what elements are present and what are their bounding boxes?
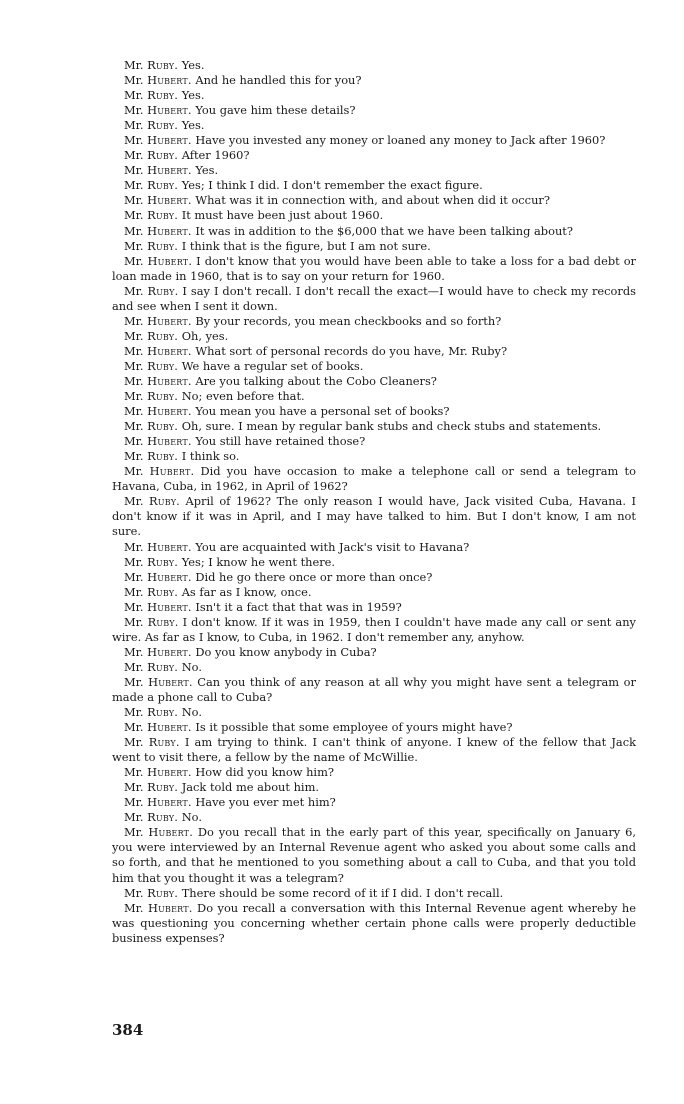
speaker-name: Hubert.: [147, 795, 192, 810]
testimony-line: [112, 329, 636, 344]
testimony-line: [112, 389, 636, 404]
testimony-line: [112, 494, 636, 539]
speaker-name: Hubert.: [147, 193, 192, 208]
testimony-line: [112, 88, 636, 103]
testimony-line: [112, 178, 636, 193]
speaker-title: Mr.: [124, 358, 144, 373]
speaker-name: Hubert.: [148, 825, 194, 840]
spoken-text: It was in addition to the $6,000 that we have been talking about?: [191, 223, 573, 238]
testimony-line: [112, 780, 636, 795]
speaker-name: Ruby.: [147, 780, 179, 795]
speaker-name: Ruby.: [147, 208, 179, 223]
speaker-title: Mr.: [124, 58, 144, 72]
speaker-name: Hubert.: [147, 900, 193, 915]
testimony-line: [112, 58, 636, 73]
speaker-title: Mr.: [124, 825, 144, 840]
speaker-title: Mr.: [124, 148, 144, 163]
speaker-title: Mr.: [124, 569, 144, 584]
testimony-line: [112, 133, 636, 148]
speaker-title: Mr.: [124, 373, 144, 388]
speaker-title: Mr.: [124, 208, 144, 223]
testimony-line: [112, 660, 636, 675]
spoken-text: What was it in connection with, and about when did it occur?: [191, 193, 550, 208]
speaker-name: Hubert.: [147, 404, 192, 419]
spoken-text: No; even before that.: [178, 389, 305, 404]
speaker-title: Mr.: [124, 419, 144, 434]
spoken-text: Jack told me about him.: [178, 780, 319, 795]
speaker-name: Hubert.: [147, 720, 192, 735]
speaker-title: Mr.: [124, 404, 144, 419]
speaker-title: Mr.: [124, 73, 144, 88]
spoken-text: And he handled this for you?: [191, 73, 362, 88]
speaker-name: Hubert.: [147, 644, 192, 659]
spoken-text: Yes.: [178, 118, 205, 133]
testimony-line: [112, 434, 636, 449]
speaker-title: Mr.: [124, 464, 144, 479]
testimony-line: [112, 374, 636, 389]
spoken-text: No.: [178, 659, 202, 674]
testimony-line: [112, 254, 636, 284]
speaker-name: Ruby.: [147, 614, 179, 629]
speaker-name: Ruby.: [147, 810, 179, 825]
testimony-line: [112, 239, 636, 254]
testimony-line: [112, 735, 636, 765]
spoken-text: You gave him these details?: [191, 103, 356, 118]
spoken-text: Do you recall that in the early part of this year, specifically on January 6, you were interviewed by an Internal Revenue agent who asked you about some calls and so forth, and that he mentioned to you something about a call to Cuba, and that you told him that you thought it was a telegram?: [112, 825, 636, 885]
testimony-line: [112, 103, 636, 118]
speaker-title: Mr.: [124, 795, 144, 810]
testimony-line: [112, 419, 636, 434]
spoken-text: Yes; I know he went there.: [178, 554, 336, 569]
spoken-text: I don't know. If it was in 1959, then I couldn't have made any call or sent any wire. As far as I know, to Cuba, in 1962. I don't remember any, anyhow.: [112, 614, 636, 644]
spoken-text: You mean you have a personal set of books?: [191, 404, 450, 419]
speaker-name: Ruby.: [147, 584, 179, 599]
spoken-text: How did you know him?: [191, 765, 334, 780]
speaker-name: Ruby.: [147, 328, 179, 343]
spoken-text: Yes.: [178, 88, 205, 103]
spoken-text: April of 1962? The only reason I would have, Jack visited Cuba, Havana. I don't know if it was in April, and I may have talked to him. But I don't know, I am not sure.: [112, 494, 637, 539]
speaker-title: Mr.: [124, 103, 144, 118]
speaker-title: Mr.: [124, 223, 144, 238]
speaker-title: Mr.: [124, 328, 144, 343]
speaker-title: Mr.: [124, 118, 144, 133]
speaker-name: Ruby.: [147, 705, 179, 720]
speaker-title: Mr.: [124, 674, 144, 689]
speaker-title: Mr.: [124, 780, 144, 795]
spoken-text: What sort of personal records do you have, Mr. Ruby?: [191, 343, 508, 358]
speaker-name: Ruby.: [147, 283, 179, 298]
spoken-text: I think that is the figure, but I am not sure.: [178, 238, 431, 253]
spoken-text: Did you have occasion to make a telephone call or send a telegram to Havana, Cuba, in 1962, in April of 1962?: [112, 464, 636, 494]
speaker-title: Mr.: [124, 178, 144, 193]
speaker-name: Hubert.: [147, 765, 192, 780]
speaker-name: Hubert.: [149, 464, 195, 479]
spoken-text: After 1960?: [178, 148, 250, 163]
speaker-title: Mr.: [124, 885, 144, 900]
speaker-title: Mr.: [124, 193, 144, 208]
testimony-line: [112, 449, 636, 464]
speaker-name: Hubert.: [148, 674, 193, 689]
spoken-text: You still have retained those?: [191, 434, 366, 449]
spoken-text: Do you recall a conversation with this Internal Revenue agent whereby he was questioning you concerning whether certain phone calls were properly deductible business expenses?: [112, 900, 636, 945]
speaker-title: Mr.: [124, 389, 144, 404]
speaker-title: Mr.: [124, 599, 144, 614]
testimony-line: [112, 359, 636, 374]
testimony-line: [112, 73, 636, 88]
spoken-text: Are you talking about the Cobo Cleaners?: [191, 373, 437, 388]
speaker-name: Ruby.: [147, 238, 179, 253]
page-number: 384: [112, 1021, 144, 1039]
testimony-line: [112, 615, 636, 645]
speaker-name: Hubert.: [147, 569, 192, 584]
spoken-text: I think so.: [178, 449, 240, 464]
speaker-name: Ruby.: [149, 494, 180, 509]
testimony-line: [112, 705, 636, 720]
spoken-text: Have you ever met him?: [191, 795, 336, 810]
testimony-line: [112, 600, 636, 615]
speaker-title: Mr.: [124, 705, 144, 720]
spoken-text: Do you know anybody in Cuba?: [191, 644, 377, 659]
testimony-line: [112, 720, 636, 735]
testimony-line: [112, 148, 636, 163]
speaker-name: Ruby.: [147, 885, 179, 900]
testimony-line: [112, 193, 636, 208]
spoken-text: Yes; I think I did. I don't remember the exact figure.: [178, 178, 483, 193]
speaker-name: Ruby.: [147, 178, 179, 193]
testimony-line: [112, 645, 636, 660]
testimony-line: [112, 224, 636, 239]
testimony-line: [112, 585, 636, 600]
speaker-title: Mr.: [124, 659, 144, 674]
speaker-name: Hubert.: [147, 253, 193, 268]
testimony-transcript: [112, 58, 636, 946]
testimony-line: [112, 570, 636, 585]
speaker-title: Mr.: [124, 494, 144, 509]
testimony-line: [112, 284, 636, 314]
spoken-text: Yes.: [178, 58, 205, 72]
speaker-name: Ruby.: [147, 389, 179, 404]
testimony-line: [112, 464, 636, 494]
spoken-text: You are acquainted with Jack's visit to Havana?: [191, 539, 470, 554]
spoken-text: Have you invested any money or loaned any money to Jack after 1960?: [191, 133, 606, 148]
spoken-text: Is it possible that some employee of yours might have?: [191, 720, 513, 735]
spoken-text: As far as I know, once.: [178, 584, 312, 599]
speaker-name: Ruby.: [148, 735, 180, 750]
spoken-text: I am trying to think. I can't think of anyone. I knew of the fellow that Jack went to visit there, a fellow by the name of McWillie.: [112, 735, 637, 765]
spoken-text: I say I don't recall. I don't recall the exact—I would have to check my records and see when I sent it down.: [112, 283, 636, 313]
speaker-name: Hubert.: [147, 373, 192, 388]
speaker-title: Mr.: [124, 133, 144, 148]
speaker-name: Ruby.: [147, 148, 179, 163]
testimony-line: [112, 540, 636, 555]
testimony-line: [112, 555, 636, 570]
speaker-title: Mr.: [124, 644, 144, 659]
speaker-title: Mr.: [124, 313, 144, 328]
testimony-line: [112, 810, 636, 825]
speaker-name: Ruby.: [147, 358, 179, 373]
testimony-line: [112, 886, 636, 901]
testimony-line: [112, 795, 636, 810]
speaker-title: Mr.: [124, 343, 144, 358]
spoken-text: There should be some record of it if I did. I don't recall.: [178, 885, 504, 900]
speaker-name: Ruby.: [147, 58, 179, 72]
speaker-name: Hubert.: [147, 103, 192, 118]
testimony-line: [112, 163, 636, 178]
speaker-title: Mr.: [124, 765, 144, 780]
spoken-text: Oh, yes.: [178, 328, 229, 343]
speaker-name: Hubert.: [147, 163, 192, 178]
speaker-title: Mr.: [124, 434, 144, 449]
speaker-name: Hubert.: [147, 434, 192, 449]
testimony-line: [112, 675, 636, 705]
testimony-line: [112, 765, 636, 780]
speaker-title: Mr.: [124, 539, 144, 554]
speaker-title: Mr.: [124, 253, 144, 268]
speaker-title: Mr.: [124, 88, 144, 103]
spoken-text: Oh, sure. I mean by regular bank stubs and check stubs and statements.: [178, 419, 602, 434]
speaker-name: Ruby.: [147, 118, 179, 133]
speaker-title: Mr.: [124, 735, 144, 750]
speaker-name: Hubert.: [147, 223, 192, 238]
speaker-name: Ruby.: [147, 449, 179, 464]
testimony-line: [112, 208, 636, 223]
speaker-name: Hubert.: [147, 73, 192, 88]
speaker-name: Hubert.: [147, 313, 192, 328]
speaker-title: Mr.: [124, 163, 144, 178]
testimony-line: [112, 118, 636, 133]
spoken-text: Can you think of any reason at all why you might have sent a telegram or made a phone call to Cuba?: [112, 674, 636, 704]
spoken-text: By your records, you mean checkbooks and so forth?: [191, 313, 502, 328]
speaker-name: Ruby.: [147, 88, 179, 103]
testimony-line: [112, 314, 636, 329]
speaker-title: Mr.: [124, 614, 144, 629]
spoken-text: Isn't it a fact that that was in 1959?: [191, 599, 402, 614]
testimony-line: [112, 404, 636, 419]
speaker-name: Ruby.: [147, 659, 179, 674]
speaker-name: Hubert.: [147, 539, 192, 554]
speaker-title: Mr.: [124, 720, 144, 735]
speaker-name: Hubert.: [147, 599, 192, 614]
speaker-title: Mr.: [124, 449, 144, 464]
testimony-line: [112, 901, 636, 946]
spoken-text: We have a regular set of books.: [178, 358, 364, 373]
speaker-name: Hubert.: [147, 343, 192, 358]
spoken-text: Yes.: [191, 163, 219, 178]
speaker-name: Ruby.: [147, 554, 179, 569]
spoken-text: It must have been just about 1960.: [178, 208, 384, 223]
testimony-line: [112, 825, 636, 885]
spoken-text: No.: [178, 705, 202, 720]
spoken-text: No.: [178, 810, 202, 825]
speaker-title: Mr.: [124, 238, 144, 253]
spoken-text: Did he go there once or more than once?: [191, 569, 433, 584]
speaker-title: Mr.: [124, 554, 144, 569]
speaker-title: Mr.: [124, 810, 144, 825]
speaker-title: Mr.: [124, 900, 144, 915]
speaker-title: Mr.: [124, 584, 144, 599]
spoken-text: I don't know that you would have been able to take a loss for a bad debt or loan made in 1960, that is to say on your return for 1960.: [112, 253, 637, 283]
speaker-name: Hubert.: [147, 133, 192, 148]
testimony-line: [112, 344, 636, 359]
speaker-name: Ruby.: [147, 419, 179, 434]
speaker-title: Mr.: [124, 283, 144, 298]
